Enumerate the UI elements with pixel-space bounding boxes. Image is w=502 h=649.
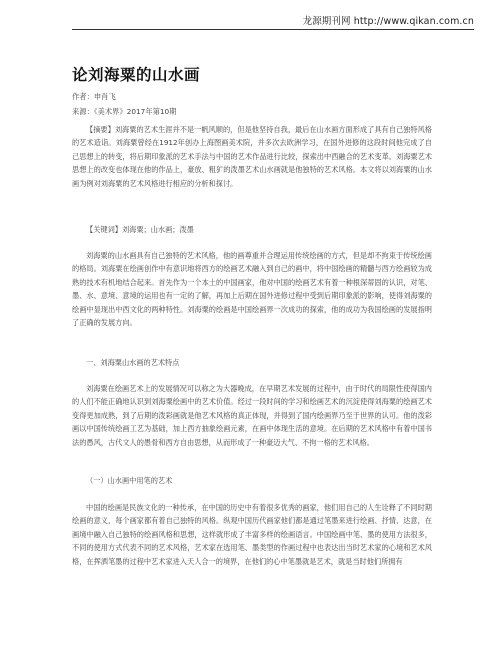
- article-title: 论刘海粟的山水画: [72, 66, 201, 84]
- header-divider: [72, 29, 474, 30]
- article-source: 来源：《美术界》2017年第10期: [72, 107, 177, 116]
- article-abstract: 【摘要】刘海粟的艺术生涯并不是一帆风顺的，但是他坚持自我，最后在山水画方面形成了具有自己独特风格的艺术造诣。刘海粟曾经在1912年创办上海图画美术院，并多次去欧洲学习，在国外进修的这段时间他完成了自己思想上的转变，将后期印象派的艺术手法与中国的艺术作品进行比较，探索出中西融合的艺术变革。刘海粟艺术思想上的改变也体现在他的作品上，豪放、粗犷的泼墨艺术山水画就是他独特的艺术风格。本文将以刘海粟的山水画为例对刘海粟的艺术风格进行相应的分析和探讨。: [72, 125, 432, 188]
- article-keywords: 【关键词】刘海粟；山水画；泼墨: [86, 225, 194, 234]
- body-paragraph: 刘海粟在绘画艺术上的发展情况可以称之为大器晚成，在早期艺术发展的过程中，由于时代的局限性使得国内的人们不能正确地认识到刘海粟绘画中的艺术价值。经过一段时间的学习和绘画艺术的沉淀使得刘海粟的绘画艺术变得更加成熟，到了后期的泼彩画就是他艺术风格的真正体现，并得到了国内绘画界乃至于世界的认可。他的泼彩画以中国传统绘画工艺为基础，加上西方抽象绘画元素，在画中体现生活的意境。在后期的艺术风格中有着中国书法的愚风，古代文人的愚骨和西方自由思想，从而形成了一种豪迈大气、不拘一格的艺术风格。: [72, 384, 432, 447]
- subsection-heading: （一）山水画中用笔的艺术: [86, 476, 173, 485]
- body-paragraph: 刘海粟的山水画具有自己独特的艺术风格，他的画尊重并合理运用传统绘画的方式，但是却不拘束于传统绘画的格局。刘海粟在绘画创作中有意识地将西方的绘画艺术融入到自己的画中，将中国绘画的精髓与西方绘画较为成熟的技术有机地结合起来。首先作为一个本土的中国画家，他对中国的绘画艺术有着一种根深蒂固的认识，对笔、墨、水、意境、意境的运用也有一定的了解，再加上后期在国外进修过程中受到后期印象派的影响，使得刘海粟的绘画中显现出中西文化的两种特性。刘海粟的绘画是中国绘画界一次成功的探索，他的成功为我国绘画的发展指明了正确的发展方向。: [72, 251, 432, 328]
- body-paragraph: 中国的绘画是民族文化的一种传承，在中国的历史中有着很多优秀的画家，他们用自己的人生诠释了不同时期绘画的意义，每个画家都有着自己独特的风格。纵观中国历代画家他们都是通过笔墨来进行绘画、抒情、达意，在画境中融入自己独特的绘画风格和思想，这样就形成了丰富多样的绘画语言。中国绘画中笔、墨的使用方法很多，不同的使用方式代表不同的艺术风格，艺术家在选用笔、墨类型的作画过程中也表达出当时艺术家的心境和艺术风格，在挥洒笔墨的过程中艺术家进入天人合一的境界，在他们的心中笔墨就是艺术，就是当时他们所拥有: [72, 503, 432, 566]
- article-author: 作者：申肖飞: [72, 92, 116, 101]
- section-heading: 一、刘海粟山水画的艺术特点: [86, 358, 180, 367]
- site-header[interactable]: 龙源期刊网 http://www.qikan.com.cn: [302, 16, 474, 27]
